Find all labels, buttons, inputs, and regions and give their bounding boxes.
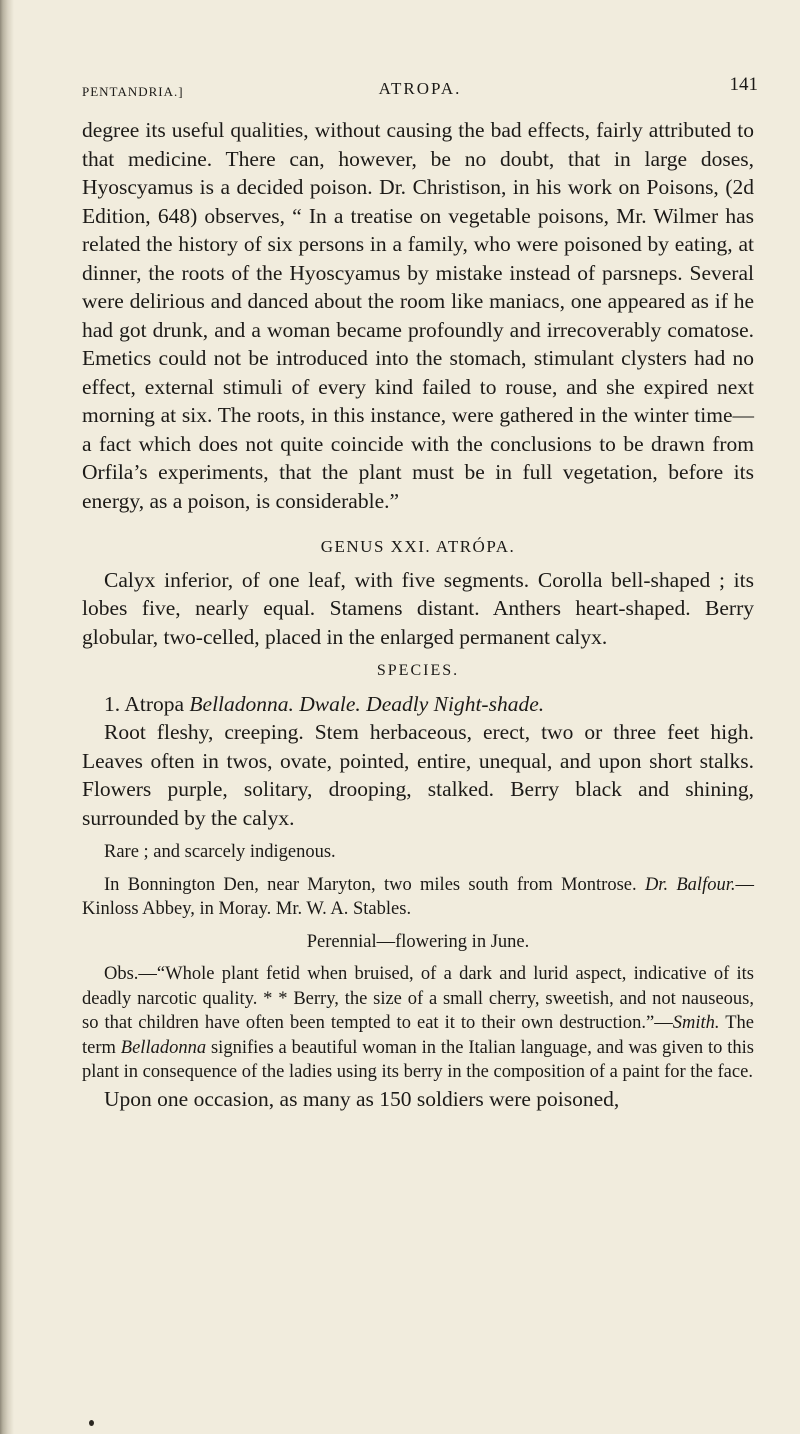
species-entry xyxy=(82,690,754,719)
species-description: Root fleshy, creeping. Stem herbaceous, erect, two or three feet high. Leaves often in twos, ovate, pointed, entire, unequal, and upon short stalks. Flowers purple, solitary, drooping, stalked. Berry black and shining, surrounded by the calyx. xyxy=(82,720,754,830)
locality-note xyxy=(82,873,754,922)
locality-text: In Bonnington Den, near Maryton, two miles south from Montrose. xyxy=(104,874,637,895)
rarity-note: Rare ; and scarcely indigenous. xyxy=(104,842,336,862)
ink-speck xyxy=(89,1420,94,1426)
running-head xyxy=(82,72,758,102)
species-notes xyxy=(82,840,754,1085)
species-common-name-1: Dwale. xyxy=(299,691,361,716)
obs-part-1: Obs.—“Whole plant fetid when bruised, of a dark and lurid aspect, indicative of its deadly narcotic quality. * * Berry, the size of a small cherry, sweetish, and not nauseous, so that children have often been tempted to eat it to their own destruction.”— xyxy=(82,964,754,1033)
species-genus-name: Atropa xyxy=(124,691,185,716)
obs-authority: Smith. xyxy=(672,1013,720,1033)
obs-term: Belladonna xyxy=(120,1037,207,1058)
observation-note xyxy=(82,962,754,1085)
intro-paragraph: degree its useful qualities, without causing the bad effects, fairly attributed to that medicine. There can, however, be no doubt, that in large doses, Hyoscyamus is a decided poison. Dr. Christison, in his work on Poisons, (2d Edition, 648) observes, “ In a treatise on vegetable poisons, Mr. Wilmer has related the history of six persons in a family, who were poisoned by eating, at dinner, the roots of the Hyoscyamus by mistake instead of parsneps. Several were delirious and danced about the room like maniacs, one appeared as if he had got drunk, and a woman became profoundly and irrecoverably comatose. Emetics could not be introduced into the stomach, stimulant clysters had no effect, external stimuli of every kind failed to rouse, and she expired next morning at six. The roots, in this instance, were gathered in the winter time—a fact which does not quite coincide with the conclusions to be drawn from Orfila’s experiments, that the plant must be in full vegetation, before its energy, as a poison, is considerable.” xyxy=(82,118,754,513)
header-title: ATROPA. xyxy=(378,79,462,98)
locality-text-2: —Kinloss Abbey, in Moray. Mr. W. A. Stables. xyxy=(82,874,754,919)
page-body xyxy=(82,116,754,1113)
binding-gutter xyxy=(0,0,14,1434)
obs-part-2: The term xyxy=(82,1013,754,1058)
obs-part-3: signifies a beautiful woman in the Italian language, and was given to this plant in consequence of the ladies using its berry in the composition of a paint for the face. xyxy=(82,1037,755,1082)
genus-description: Calyx inferior, of one leaf, with five segments. Corolla bell-shaped ; its lobes five, nearly equal. Stamens distant. Anthers heart-shaped. Berry globular, two-celled, placed in the enlarged permanent calyx. xyxy=(82,567,754,649)
flowering-note: Perennial—flowering in June. xyxy=(306,931,530,952)
closing-line: Upon one occasion, as many as 150 soldiers were poisoned, xyxy=(104,1086,620,1111)
page-number: 141 xyxy=(729,74,758,95)
species-name: Belladonna. xyxy=(189,691,294,716)
header-section-label: PENTANDRIA.] xyxy=(82,84,184,99)
species-number: 1. xyxy=(104,691,121,716)
species-heading: SPECIES. xyxy=(376,662,460,679)
genus-heading: GENUS XXI. ATRÓPA. xyxy=(320,537,516,556)
species-common-name-2: Deadly Night-shade. xyxy=(366,691,545,716)
locality-authority: Dr. Balfour. xyxy=(644,874,736,895)
